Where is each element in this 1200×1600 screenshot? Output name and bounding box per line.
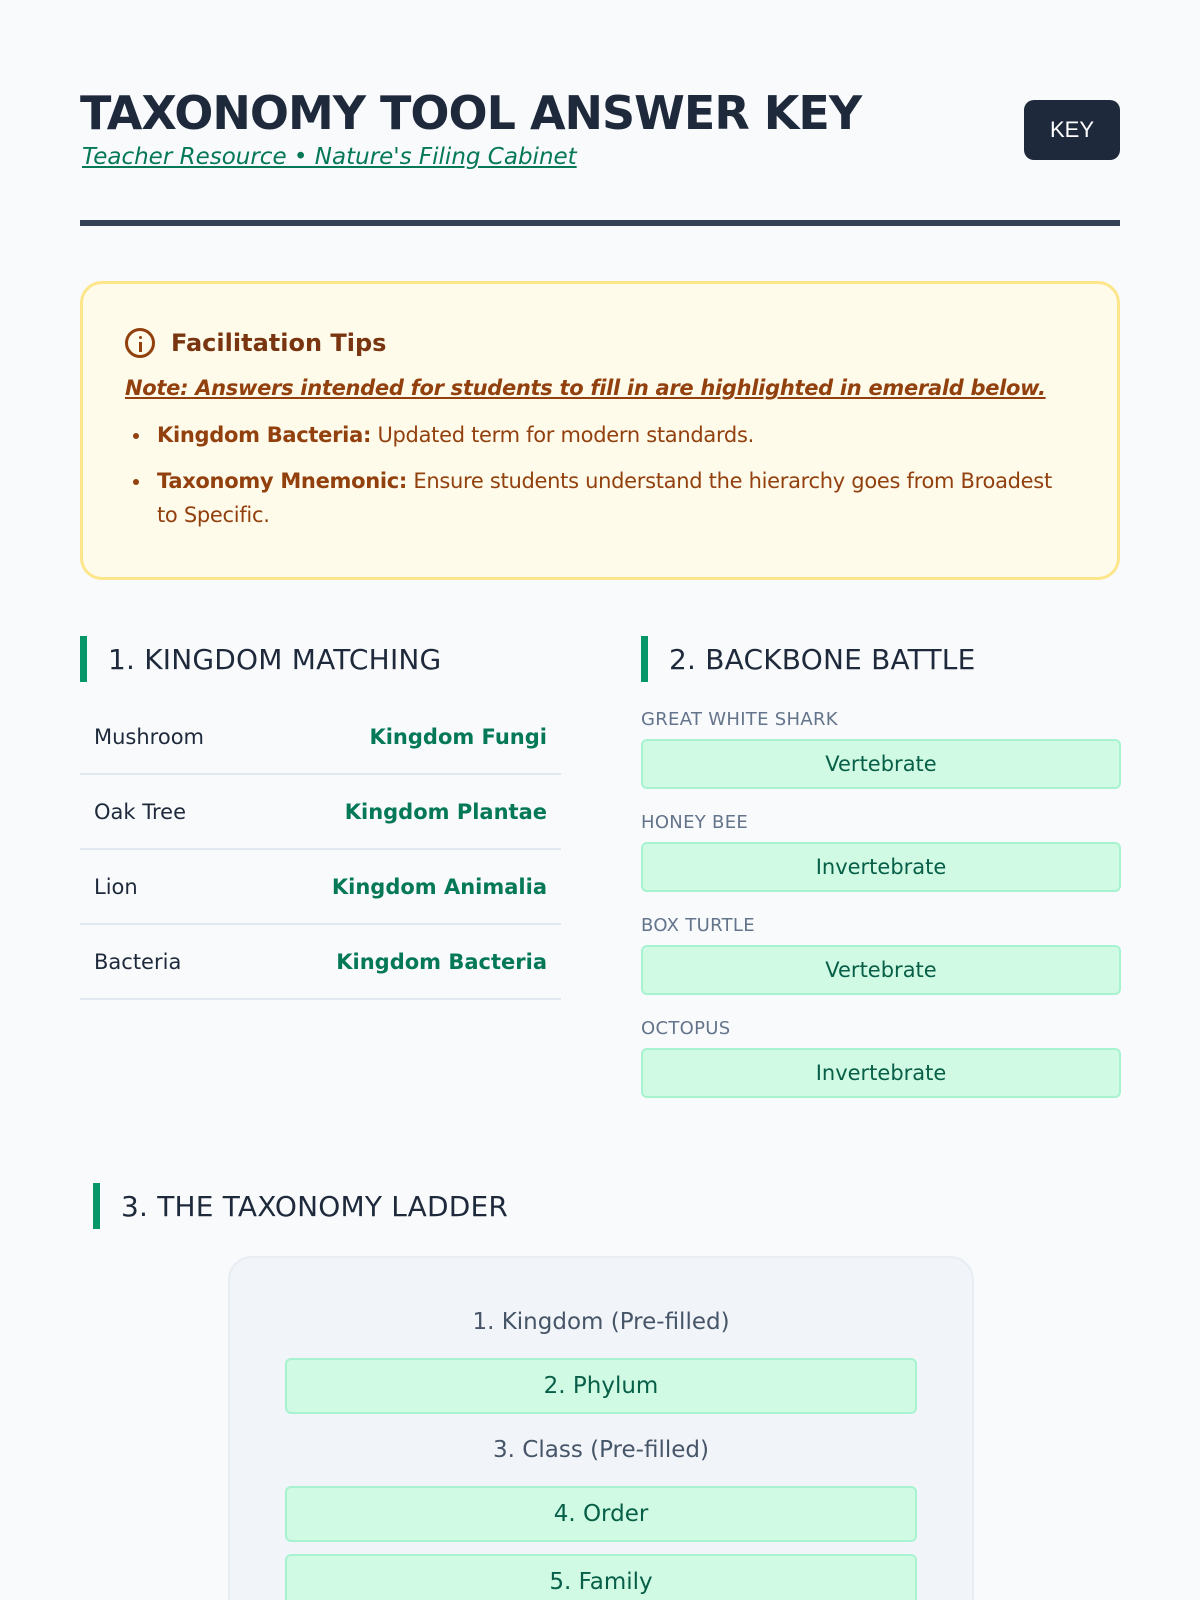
tip-label: Kingdom Bacteria: bbox=[157, 423, 372, 447]
page-title: TAXONOMY TOOL ANSWER KEY bbox=[80, 86, 862, 140]
backbone-battle-list bbox=[641, 707, 1121, 1119]
key-badge: KEY bbox=[1024, 100, 1120, 160]
ladder-rung-answer: 2. Phylum bbox=[285, 1358, 917, 1414]
backbone-answer: Invertebrate bbox=[641, 842, 1121, 892]
kingdom-answer: Kingdom Animalia bbox=[331, 874, 547, 899]
animal-label: OCTOPUS bbox=[641, 1018, 731, 1039]
tip-item bbox=[125, 418, 1075, 452]
backbone-answer: Vertebrate bbox=[641, 945, 1121, 995]
ladder-rung-answer: 5. Family bbox=[285, 1554, 917, 1600]
taxonomy-ladder bbox=[228, 1256, 974, 1600]
backbone-answer: Invertebrate bbox=[641, 1048, 1121, 1098]
section-title-taxonomy-ladder: 3. THE TAXONOMY LADDER bbox=[93, 1183, 508, 1229]
tips-title: Facilitation Tips bbox=[171, 329, 387, 357]
section-title-backbone-battle: 2. BACKBONE BATTLE bbox=[641, 636, 976, 682]
page-header bbox=[80, 80, 1120, 226]
tip-text: Ensure students understand the hierarchy goes from Broadest to Specific. bbox=[157, 469, 1052, 527]
section-title-kingdom-matching: 1. KINGDOM MATCHING bbox=[80, 636, 441, 682]
tips-header bbox=[125, 328, 1075, 358]
ladder-rung-answer: 4. Order bbox=[285, 1486, 917, 1542]
list-item bbox=[641, 810, 1121, 913]
organism-name: Lion bbox=[94, 874, 138, 899]
info-icon bbox=[125, 328, 155, 358]
table-row bbox=[80, 775, 561, 850]
list-item bbox=[641, 707, 1121, 810]
animal-label: GREAT WHITE SHARK bbox=[641, 709, 838, 730]
page-subtitle-link[interactable]: Teacher Resource • Nature's Filing Cabinet bbox=[82, 144, 577, 170]
ladder-rung-prefilled: 1. Kingdom (Pre-filled) bbox=[472, 1309, 730, 1335]
organism-name: Bacteria bbox=[94, 949, 182, 974]
tip-item bbox=[125, 464, 1075, 532]
animal-label: HONEY BEE bbox=[641, 812, 749, 833]
table-row bbox=[80, 700, 561, 775]
ladder-rung-prefilled: 3. Class (Pre-filled) bbox=[493, 1437, 709, 1463]
tip-text: Updated term for modern standards. bbox=[377, 423, 754, 447]
backbone-answer: Vertebrate bbox=[641, 739, 1121, 789]
tips-note-link[interactable]: Note: Answers intended for students to fill in are highlighted in emerald below. bbox=[125, 376, 1046, 400]
animal-label: BOX TURTLE bbox=[641, 915, 755, 936]
tips-list bbox=[125, 418, 1075, 532]
kingdom-answer: Kingdom Plantae bbox=[344, 799, 547, 824]
kingdom-answer: Kingdom Bacteria bbox=[336, 949, 547, 974]
kingdom-matching-table bbox=[80, 700, 561, 1000]
organism-name: Oak Tree bbox=[94, 799, 186, 824]
table-row bbox=[80, 850, 561, 925]
list-item bbox=[641, 913, 1121, 1016]
table-row bbox=[80, 925, 561, 1000]
tip-label: Taxonomy Mnemonic: bbox=[157, 469, 408, 493]
list-item bbox=[641, 1016, 1121, 1119]
kingdom-answer: Kingdom Fungi bbox=[369, 724, 547, 749]
organism-name: Mushroom bbox=[94, 724, 205, 749]
facilitation-tips-box bbox=[80, 281, 1120, 580]
